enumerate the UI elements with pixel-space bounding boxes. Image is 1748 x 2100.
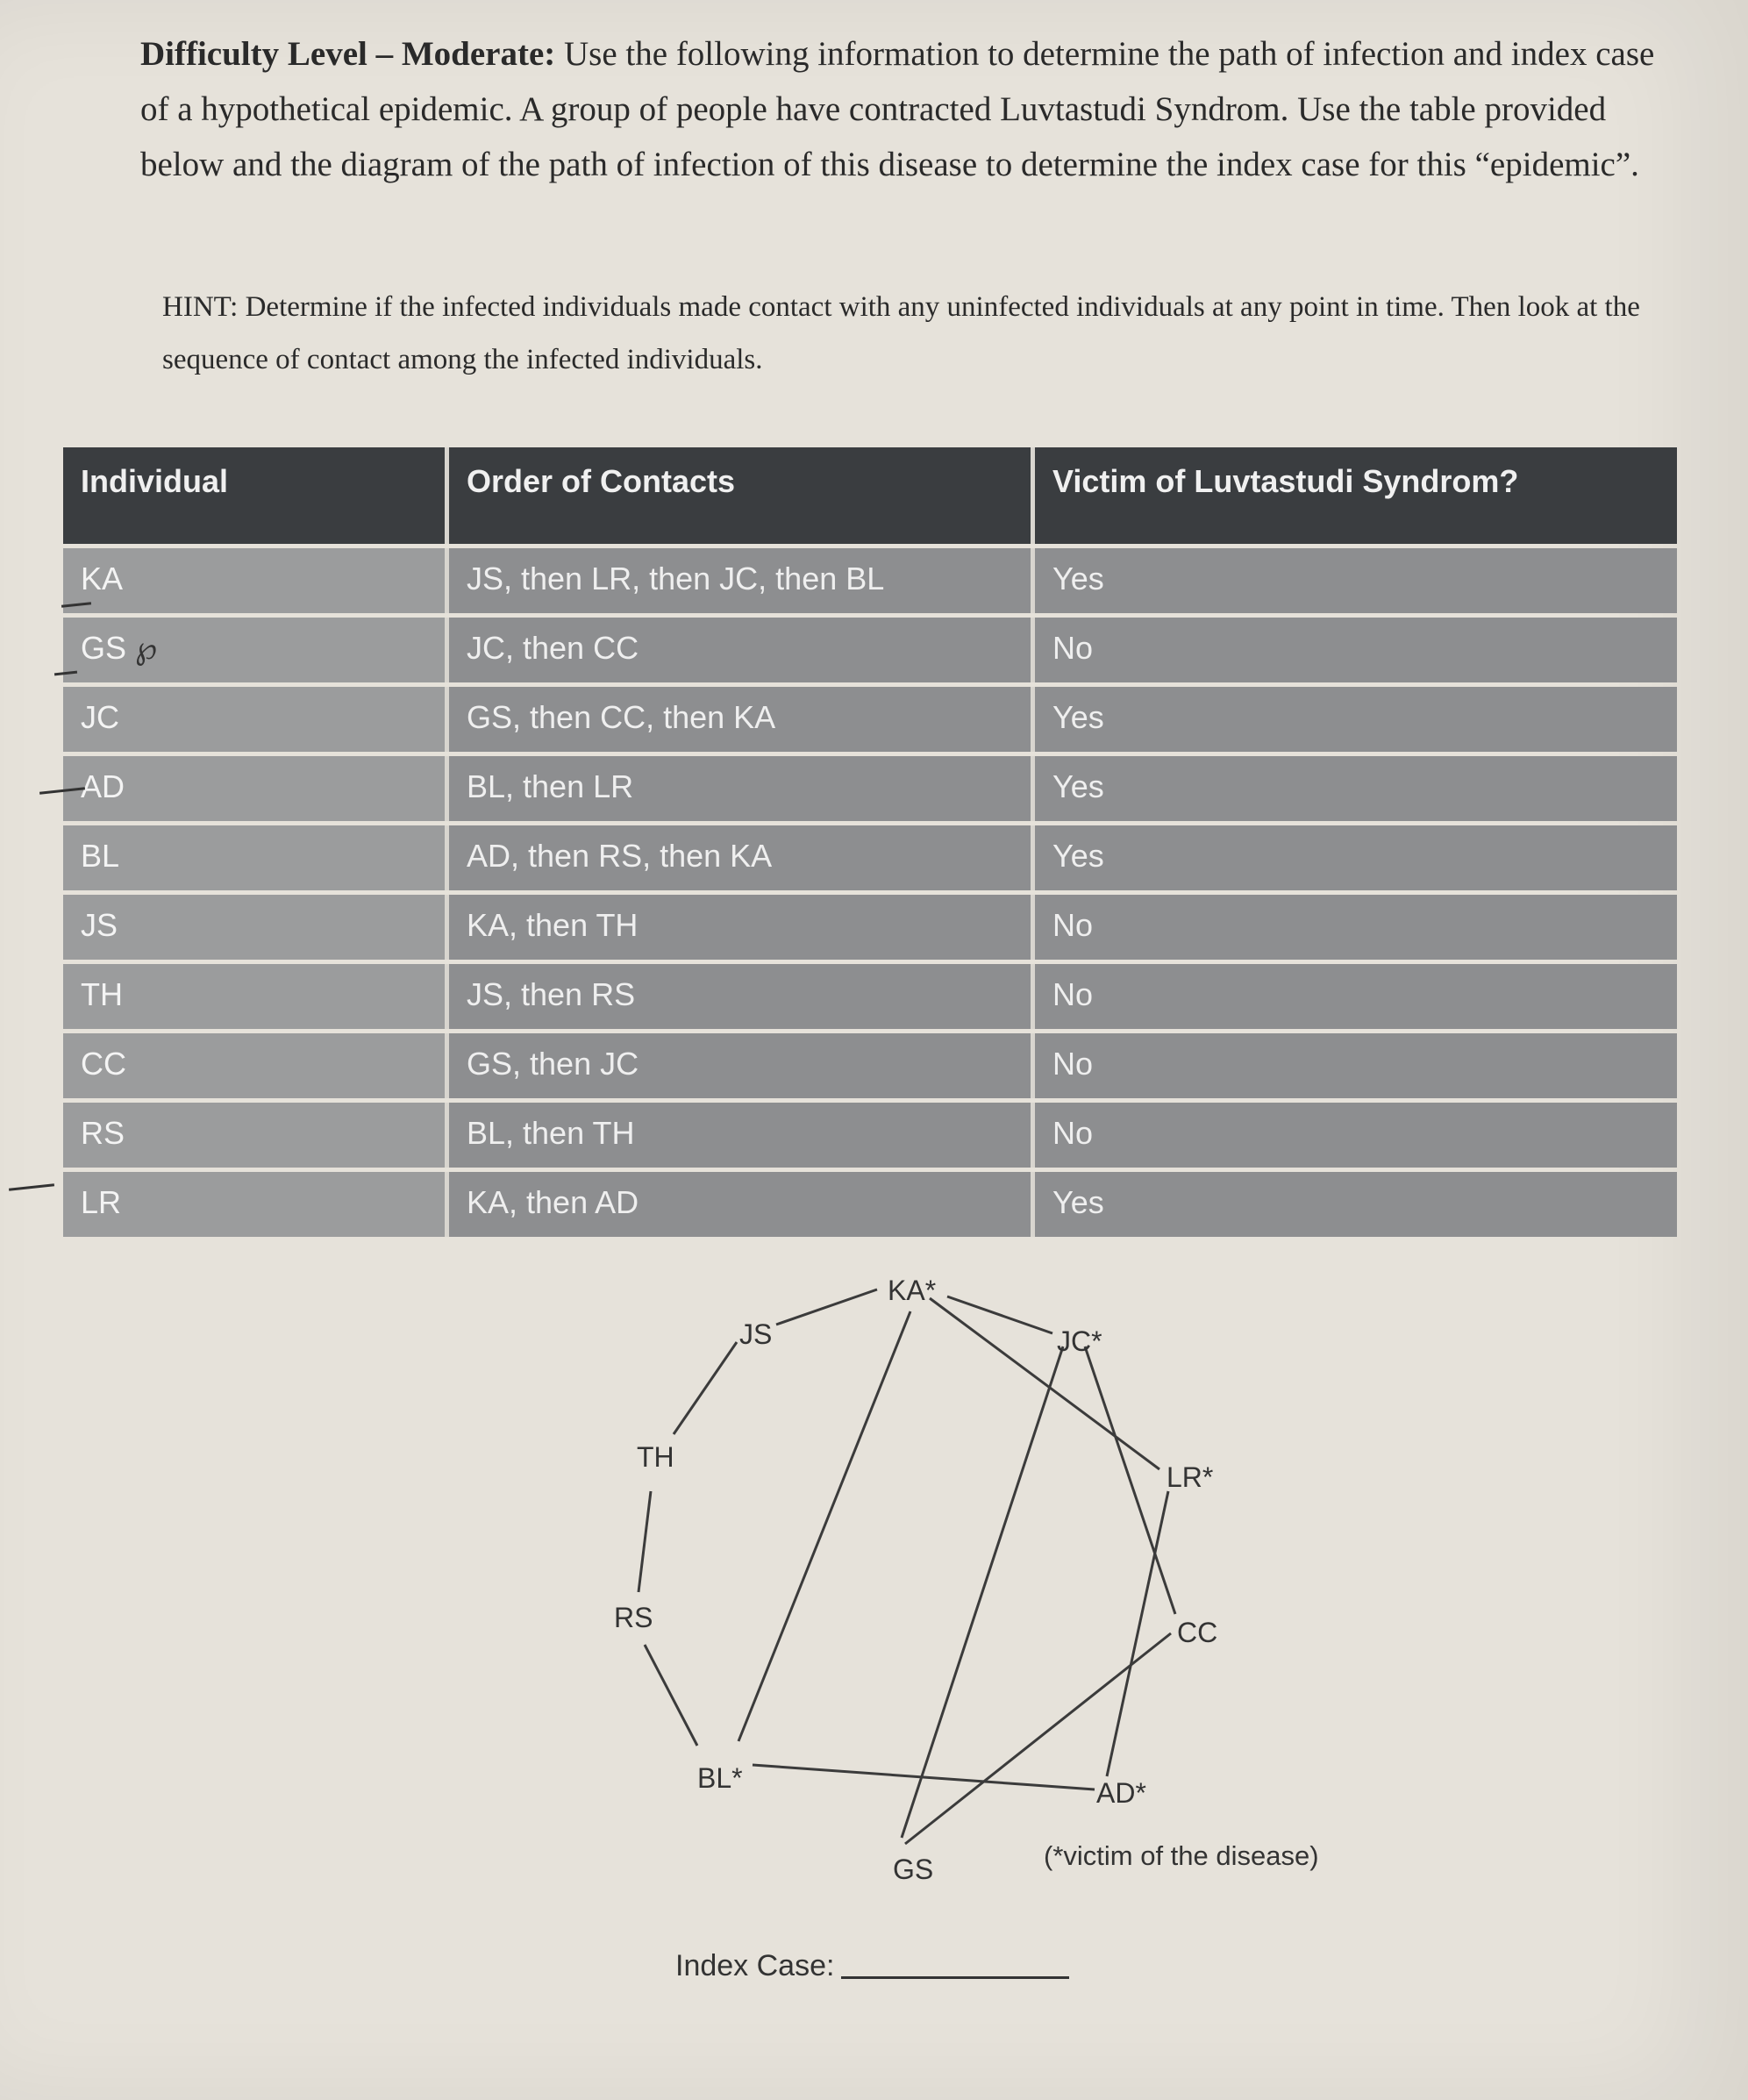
cell-individual: JC xyxy=(63,687,449,752)
node-bl: BL* xyxy=(697,1762,743,1794)
node-js: JS xyxy=(739,1318,773,1350)
cell-contacts: BL, then LR xyxy=(449,756,1035,821)
node-lr: LR* xyxy=(1167,1461,1214,1493)
cell-individual: AD xyxy=(63,756,449,821)
hint-paragraph: HINT: Determine if the infected individuals made contact with any uninfected individuals at any point in time. Then look at the sequence of contact among the infected individuals. xyxy=(162,291,1640,375)
cell-individual: JS xyxy=(63,895,449,960)
cell-victim: Yes xyxy=(1035,687,1677,752)
header-individual: Individual xyxy=(63,447,449,544)
cell-victim: No xyxy=(1035,1103,1677,1168)
cell-contacts: KA, then TH xyxy=(449,895,1035,960)
cell-individual: TH xyxy=(63,964,449,1029)
cell-individual: BL xyxy=(63,825,449,890)
individual-label: GS xyxy=(81,630,127,666)
cell-contacts: JS, then RS xyxy=(449,964,1035,1029)
index-case-answer xyxy=(675,1949,1069,1983)
index-case-label: Index Case: xyxy=(675,1949,835,1982)
node-ad: AD* xyxy=(1096,1777,1146,1809)
cell-contacts: AD, then RS, then KA xyxy=(449,825,1035,890)
cell-victim: Yes xyxy=(1035,825,1677,890)
cell-contacts: JC, then CC xyxy=(449,618,1035,682)
node-rs: RS xyxy=(614,1602,653,1633)
cell-contacts: KA, then AD xyxy=(449,1172,1035,1237)
edge-ka-lr xyxy=(930,1298,1159,1469)
cell-victim: Yes xyxy=(1035,756,1677,821)
intro-text: Use the following information to determine the path of infection and index case of a hypothetical epidemic. A group of people have contracted Luvtastudi Syndrom. Use the table provided below and the diagram of the path of infection of this disease to determine the index case for this “epidemic”. xyxy=(140,35,1655,183)
node-gs: GS xyxy=(893,1854,934,1885)
cell-individual: CC xyxy=(63,1033,449,1098)
cell-victim: No xyxy=(1035,1033,1677,1098)
difficulty-label: Difficulty Level – Moderate: xyxy=(140,35,556,73)
edge-js-th xyxy=(674,1342,737,1434)
cell-contacts: GS, then CC, then KA xyxy=(449,687,1035,752)
index-case-blank[interactable] xyxy=(841,1976,1069,1979)
edge-lr-ad xyxy=(1107,1491,1168,1776)
node-jc: JC* xyxy=(1057,1325,1102,1357)
edge-jc-cc xyxy=(1085,1346,1175,1614)
cell-individual: KA xyxy=(63,548,449,613)
edge-rs-bl xyxy=(645,1645,697,1746)
cell-contacts: GS, then JC xyxy=(449,1033,1035,1098)
cell-contacts: BL, then TH xyxy=(449,1103,1035,1168)
cell-individual: RS xyxy=(63,1103,449,1168)
header-victim: Victim of Luvtastudi Syndrom? xyxy=(1052,463,1519,499)
edge-ka-jc xyxy=(947,1296,1052,1333)
cell-victim: No xyxy=(1035,964,1677,1029)
cell-individual: LR xyxy=(63,1172,449,1237)
cell-contacts: JS, then LR, then JC, then BL xyxy=(449,548,1035,613)
edge-cc-gs xyxy=(905,1633,1171,1844)
node-th: TH xyxy=(637,1441,674,1473)
node-ka: KA* xyxy=(888,1275,937,1306)
cell-victim: No xyxy=(1035,895,1677,960)
header-order-of-contacts: Order of Contacts xyxy=(449,447,1035,544)
cell-victim: No xyxy=(1035,618,1677,682)
victim-legend: (*victim of the disease) xyxy=(1044,1840,1319,1871)
edge-jc-gs xyxy=(902,1346,1063,1838)
node-cc: CC xyxy=(1177,1617,1218,1648)
edge-ka-bl xyxy=(738,1311,910,1741)
cell-victim: Yes xyxy=(1035,548,1677,613)
edge-th-rs xyxy=(639,1491,651,1592)
handwritten-gs-mark: ℘ xyxy=(135,630,158,666)
edge-js-ka xyxy=(776,1289,877,1325)
cell-victim: Yes xyxy=(1035,1172,1677,1237)
